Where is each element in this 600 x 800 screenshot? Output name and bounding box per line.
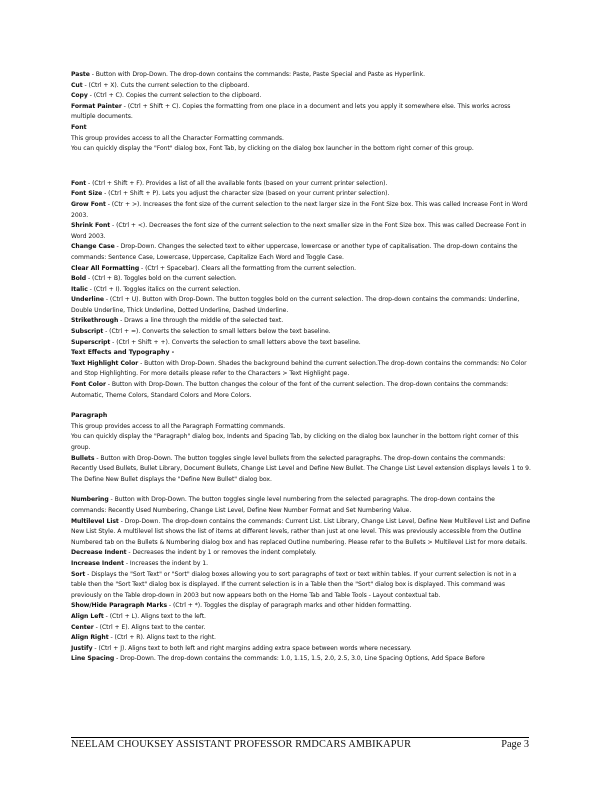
definition-item	[71, 623, 531, 634]
definition-item	[71, 264, 531, 275]
definition-term: Font Size	[71, 190, 103, 198]
definition-text: - (Ctrl + C). Copies the current selection to the clipboard.	[87, 92, 262, 100]
definition-item	[71, 517, 531, 549]
definition-text: - (Ctrl + X). Cuts the current selection to the clipboard.	[82, 81, 250, 89]
definition-text: - (Ctrl + E). Aligns text to the center.	[93, 623, 206, 631]
definition-term: Grow Font	[71, 200, 106, 208]
definition-term: Clear All Formatting	[71, 264, 140, 272]
definition-term: Numbering	[71, 496, 109, 504]
definition-text: - (Ctrl + =). Converts the selection to small letters below the text baseline.	[103, 328, 331, 336]
paragraph: This group provides access to all the Character Formatting commands.	[71, 134, 284, 142]
definition-text: - Button with Drop-Down. The drop-down contains the commands: Paste, Paste Special and Paste as Hyperlink.	[89, 71, 425, 78]
definition-term: Font	[71, 179, 87, 187]
section-heading: Font	[71, 123, 87, 131]
definition-item	[71, 316, 531, 327]
paragraph: You can quickly display the "Font" dialog box, Font Tab, by clicking on the dialog box launcher in the bottom right corner of this group.	[71, 145, 474, 153]
definition-term: Format Painter	[71, 102, 122, 110]
definition-item	[71, 454, 531, 486]
page-number: Page 3	[501, 739, 529, 750]
definition-text: - Displays the "Sort Text" or "Sort" dialog boxes allowing you to sort paragraphs of text or text within tables. If your current selection is not in a table then the "Sort Text" dialog box is displayed. If the current selection is in a Table then the "Sort" dialog box is displayed. This command was previously on the Table drop-down in 2003 but now appears both on the Home Tab and Table Tools - Layout contextual tab.	[71, 570, 517, 599]
definition-term: Decrease Indent	[71, 549, 127, 557]
definition-item	[71, 559, 531, 570]
spacer	[71, 401, 531, 411]
definition-term: Shrink Font	[71, 222, 111, 230]
section-heading: Text Effects and Typography -	[71, 349, 175, 357]
definition-term: Justify	[71, 644, 93, 652]
definition-term: Align Right	[71, 634, 109, 642]
definition-text: - Decreases the indent by 1 or removes the indent completely.	[126, 549, 317, 557]
definition-text: - (Ctrl + Spacebar). Clears all the formatting from the current selection.	[139, 264, 357, 272]
definition-text: - (Ctrl + I). Toggles italics on the current selection.	[87, 285, 241, 293]
definition-text: - (Ctrl + Shift + P). Lets you adjust the character size (based on your current printer selection).	[102, 190, 390, 198]
definition-item	[71, 70, 531, 81]
definition-item	[71, 495, 531, 516]
spacer	[71, 485, 531, 495]
definition-text: - (Ctrl + U). Button with Drop-Down. The button toggles bold on the current selection. The drop-down contains the commands: Underline, Double Underline, Thick Underline, Dotted Underline, Dashed Underline.	[71, 296, 520, 314]
definition-item	[71, 179, 531, 190]
definition-text: - Increases the indent by 1.	[123, 559, 209, 567]
definition-text: - (Ctrl + <). Decreases the font size of the current selection to the next smaller size in the Font Size box. This was called Decrease Font in Word 2003.	[71, 222, 527, 240]
definition-term: Multilevel List	[71, 517, 119, 525]
definition-text: - (Ctrl + B). Toggles bold on the current selection.	[86, 275, 237, 283]
definition-term: Align Left	[71, 612, 104, 620]
paragraph: You can quickly display the "Paragraph" dialog box, Indents and Spacing Tab, by clicking on the dialog box launcher in the bottom right corner of this group.	[71, 433, 519, 451]
definition-term: Bold	[71, 275, 87, 283]
definition-item	[71, 633, 531, 644]
definition-item	[71, 548, 531, 559]
definition-item	[71, 654, 531, 665]
definition-item	[71, 601, 531, 612]
spacer	[71, 155, 531, 179]
footer-divider	[71, 737, 529, 738]
definition-item	[71, 570, 531, 602]
definition-item	[71, 644, 531, 655]
definition-text: - Button with Drop-Down. The button changes the colour of the font of the current selection. The drop-down contains the commands: Automatic, Theme Colors, Standard Colors and More Colors.	[71, 381, 509, 399]
definition-term: Line Spacing	[71, 655, 115, 663]
definition-text: - (Ctrl + R). Aligns text to the right.	[108, 634, 216, 642]
definition-text: - Button with Drop-Down. The button toggles single level bullets from the selected paragraphs. The drop-down contains the commands: Recently Used Bullets, Bullet Library, Document Bullets, Change List Level and Define New Bullet. The Change List Level extension displays levels 1 to 9. The Define New Bullet displays the "Define New Bullet" dialog box.	[71, 454, 531, 483]
definition-term: Bullets	[71, 454, 95, 462]
footer-author: NEELAM CHOUKSEY ASSISTANT PROFESSOR RMDCARS AMBIKAPUR	[71, 739, 412, 750]
definition-term: Increase Indent	[71, 559, 124, 567]
definition-text: - Drop-Down. The drop-down contains the commands: Current List. List Library, Change List Level, Define New Multilevel List and Define New List Style. A multilevel list shows the list of items at different levels, rather than just at one level. This was previously accessible from the Outline Numbered tab on the Bullets & Numbering dialog box and has replaced Outline numbering. Please refer to the Bullets > Multilevel List for more details.	[71, 517, 531, 546]
definition-term: Copy	[71, 92, 88, 100]
document-body	[71, 70, 531, 665]
definition-text: - (Ctrl + J). Aligns text to both left and right margins adding extra space between words where necessary.	[92, 644, 412, 652]
definition-text: - Button with Drop-Down. Shades the background behind the current selection.The drop-down contains the commands: No Color and Stop Highlighting. For more details please refer to the Characters > Text Highlight page.	[71, 359, 527, 378]
paragraph: This group provides access to all the Paragraph Formatting commands.	[71, 422, 286, 430]
definition-item	[71, 200, 531, 221]
definition-item	[71, 612, 531, 623]
definition-term: Strikethrough	[71, 317, 119, 325]
definition-item	[71, 380, 531, 401]
definition-item	[71, 221, 531, 242]
definition-term: Underline	[71, 296, 104, 304]
definition-term: Sort	[71, 570, 86, 578]
definition-text: - (Ctrl + Shift + F). Provides a list of all the available fonts (based on your current printer selection).	[86, 179, 388, 187]
definition-term: Center	[71, 623, 94, 631]
definition-text: - Button with Drop-Down. The button toggles single level numbering from the selected paragraphs. The drop-down contains the commands: Recently Used Numbering, Change List Level, Define New Number Format and Set Numbering Value.	[71, 496, 495, 514]
definition-term: Text Highlight Color	[71, 359, 139, 367]
definition-term: Italic	[71, 285, 88, 293]
definition-item	[71, 189, 531, 200]
definition-text: - (Ctrl + *). Toggles the display of paragraph marks and other hidden formatting.	[167, 602, 412, 610]
definition-term: Cut	[71, 81, 83, 89]
definition-text: - (Ctrl + L). Aligns text to the left.	[103, 612, 206, 620]
definition-term: Paste	[71, 71, 90, 78]
definition-item	[71, 327, 531, 338]
definition-text: - Draws a line through the middle of the selected text.	[118, 317, 284, 325]
definition-item	[71, 359, 531, 380]
definition-item	[71, 102, 531, 123]
definition-item	[71, 338, 531, 349]
definition-term: Change Case	[71, 243, 115, 251]
section-heading: Paragraph	[71, 412, 108, 420]
definition-text: - (Ctrl + Shift + C). Copies the formatting from one place in a document and lets you apply it somewhere else. This works across multiple documents.	[71, 102, 511, 121]
definition-item	[71, 91, 531, 102]
definition-item	[71, 295, 531, 316]
definition-term: Font Color	[71, 381, 106, 389]
definition-text: - (Ctr + >). Increases the font size of the current selection to the next larger size in the Font Size box. This was called Increase Font in Word 2003.	[71, 200, 528, 219]
definition-term: Superscript	[71, 338, 111, 346]
definition-item	[71, 285, 531, 296]
definition-term: Subscript	[71, 328, 104, 336]
definition-item	[71, 242, 531, 263]
definition-text: - Drop-Down. The drop-down contains the commands: 1.0, 1.15, 1.5, 2.0, 2.5, 3.0, Line Spacing Options, Add Space Before	[114, 655, 485, 663]
definition-text: - Drop-Down. Changes the selected text to either uppercase, lowercase or another type of capitalisation. The drop-down contains the commands: Sentence Case, Lowercase, Uppercase, Capitalize Each Word and Toggle Case.	[71, 243, 518, 261]
definition-text: - (Ctrl + Shift + +). Converts the selection to small letters above the text baseline.	[110, 338, 361, 346]
definition-item	[71, 81, 531, 92]
definition-term: Show/Hide Paragraph Marks	[71, 602, 168, 610]
definition-item	[71, 274, 531, 285]
